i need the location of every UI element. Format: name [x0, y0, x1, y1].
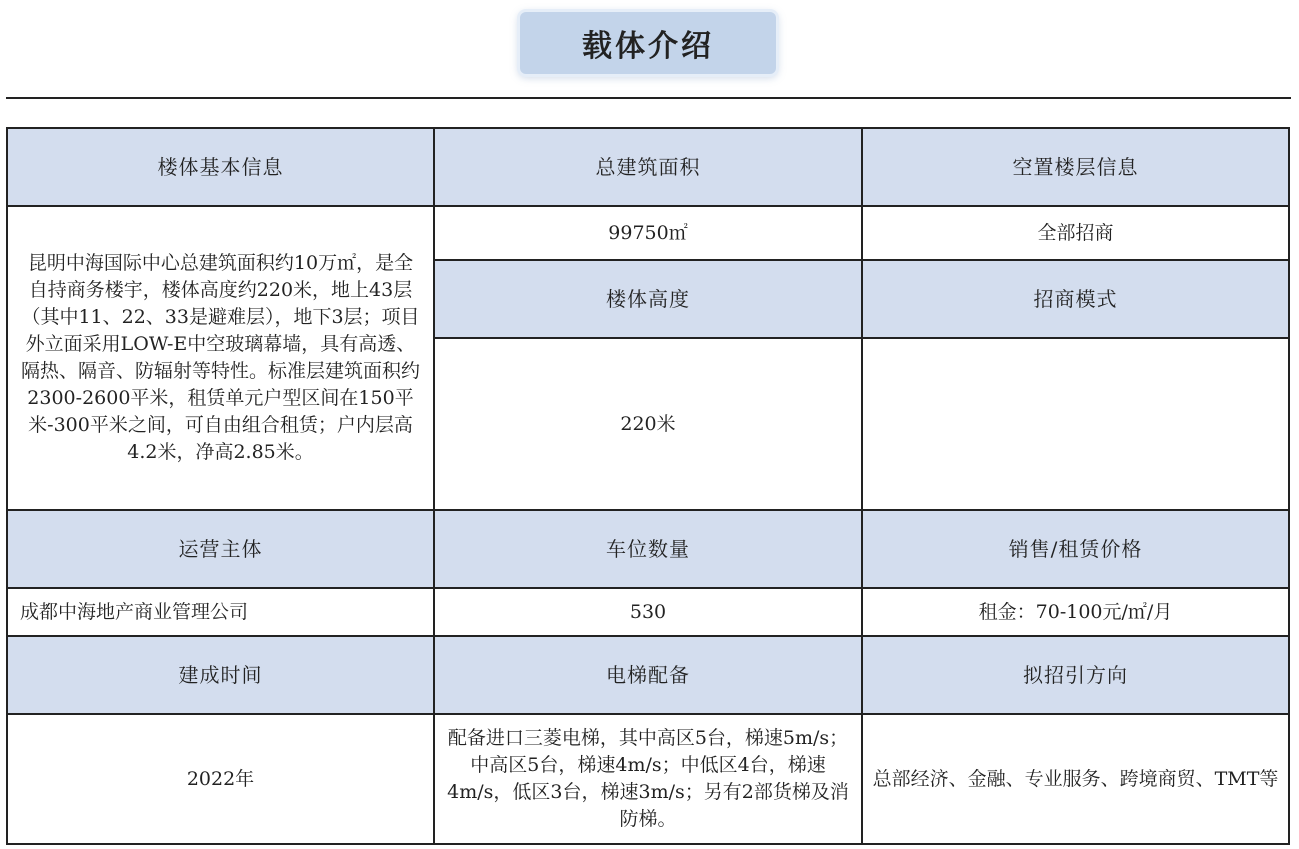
building-info-table: [6, 127, 1290, 845]
header-completion-time: 建成时间: [7, 636, 434, 714]
title-divider: [6, 97, 1291, 99]
page-title: 载体介绍: [520, 12, 776, 74]
building-description: 昆明中海国际中心总建筑面积约10万㎡，是全自持商务楼宇，楼体高度约220米，地上43层（其中11、22、33是避难层），地下3层；项目外立面采用LOW-E中空玻璃幕墙，具有高透、隔热、隔音、防辐射等特性。标准层建筑面积约2300-2600平米，租赁单元户型区间在150平米-300平米之间，可自由组合租赁；户内层高4.2米，净高2.85米。: [7, 206, 434, 510]
parking-value: 530: [434, 588, 862, 636]
completion-time-value: 2022年: [7, 714, 434, 844]
elevators-value: 配备进口三菱电梯，其中高区5台，梯速5m/s；中高区5台，梯速4m/s；中低区4台，梯速4m/s，低区3台，梯速3m/s；另有2部货梯及消防梯。: [434, 714, 862, 844]
header-elevators: 电梯配备: [434, 636, 862, 714]
header-building-basic-info: 楼体基本信息: [7, 128, 434, 206]
table-row: [7, 128, 1289, 206]
header-total-area: 总建筑面积: [434, 128, 862, 206]
operator-value: 成都中海地产商业管理公司: [7, 588, 434, 636]
building-height-value: 220米: [434, 338, 862, 510]
table-row: [7, 206, 1289, 260]
header-operator: 运营主体: [7, 510, 434, 588]
header-target-industries: 拟招引方向: [862, 636, 1289, 714]
total-area-value: 99750㎡: [434, 206, 862, 260]
header-parking: 车位数量: [434, 510, 862, 588]
table-row: [7, 588, 1289, 636]
table-row: [7, 714, 1289, 844]
header-leasing-mode: 招商模式: [862, 260, 1289, 338]
vacancy-value: 全部招商: [862, 206, 1289, 260]
leasing-mode-value: [862, 338, 1289, 510]
header-vacancy-info: 空置楼层信息: [862, 128, 1289, 206]
price-value: 租金：70-100元/㎡/月: [862, 588, 1289, 636]
header-building-height: 楼体高度: [434, 260, 862, 338]
table-row: [7, 510, 1289, 588]
target-industries-value: 总部经济、金融、专业服务、跨境商贸、TMT等: [862, 714, 1289, 844]
table-row: [7, 636, 1289, 714]
header-price: 销售/租赁价格: [862, 510, 1289, 588]
